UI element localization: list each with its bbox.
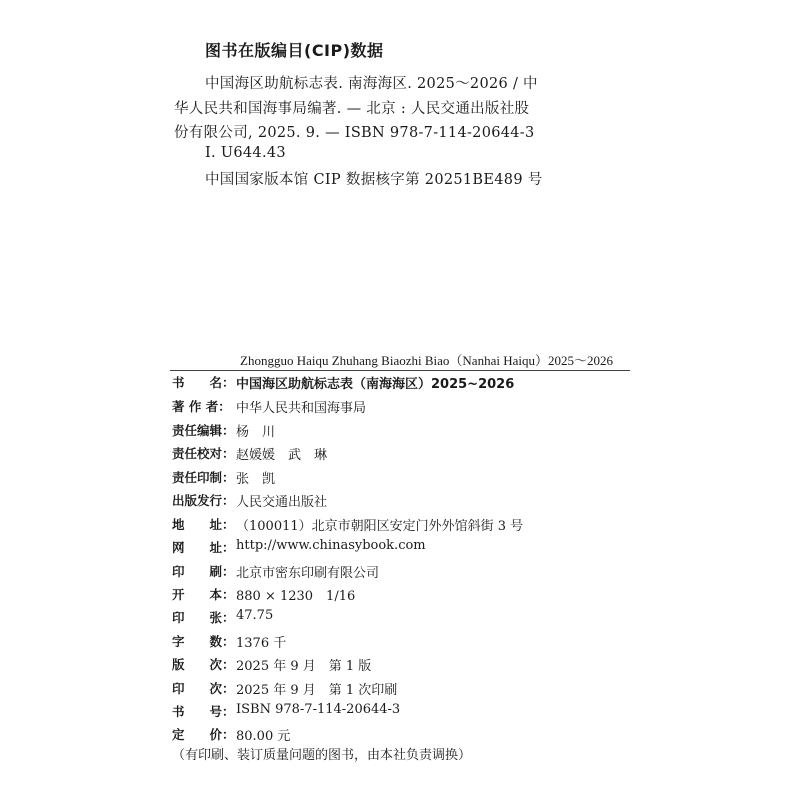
info-label: 书 名：	[172, 375, 235, 390]
info-label: 责任校对：	[172, 446, 235, 461]
info-label: 书 号：	[172, 704, 235, 719]
info-label: 版 次：	[172, 657, 235, 672]
divider	[170, 370, 630, 371]
info-value: 杨 川	[236, 425, 276, 440]
pinyin-title: Zhongguo Haiqu Zhuhang Biaozhi Biao（Nanhai Haiqu）2025～2026	[240, 353, 613, 368]
cip-record-number: 中国国家版本馆 CIP 数据核字第 20251BE489 号	[205, 172, 543, 188]
info-value: 2025 年 9 月 第 1 版	[236, 659, 372, 674]
info-value: 1376 千	[236, 636, 287, 651]
info-value: ISBN 978-7-114-20644-3	[236, 702, 401, 717]
cip-line: 中国海区助航标志表. 南海海区. 2025～2026 / 中	[205, 76, 538, 92]
cip-classification: Ⅰ. U644.43	[205, 145, 286, 161]
info-value: 80.00 元	[236, 729, 291, 744]
info-label: 印 张：	[172, 610, 235, 625]
info-label: 印 次：	[172, 681, 235, 696]
cip-heading: 图书在版编目(CIP)数据	[205, 41, 384, 60]
info-value: 北京市密东印刷有限公司	[236, 566, 380, 581]
info-label: 印 刷：	[172, 564, 235, 579]
info-label: 责任印制：	[172, 470, 235, 485]
footer-note: （有印刷、装订质量问题的图书，由本社负责调换）	[172, 748, 472, 763]
info-label: 字 数：	[172, 634, 235, 649]
info-label: 著 作 者：	[172, 399, 231, 414]
info-label: 地 址：	[172, 517, 235, 532]
info-label: 责任编辑：	[172, 423, 235, 438]
info-label: 开 本：	[172, 587, 235, 602]
info-value: 47.75	[236, 608, 274, 623]
info-value: 赵媛媛 武 琳	[236, 448, 328, 463]
cip-line: 华人民共和国海事局编著. — 北京 : 人民交通出版社股	[174, 101, 530, 117]
info-value: （100011）北京市朝阳区安定门外外馆斜街 3 号	[236, 519, 524, 534]
info-value: 张 凯	[236, 472, 276, 487]
info-value: 人民交通出版社	[236, 495, 328, 510]
info-value: http://www.chinasybook.com	[236, 538, 426, 553]
info-label: 网 址：	[172, 540, 235, 555]
info-label: 定 价：	[172, 727, 235, 742]
cip-line: 份有限公司, 2025. 9. — ISBN 978-7-114-20644-3	[174, 125, 535, 141]
info-value: 中国海区助航标志表（南海海区）2025~2026	[236, 377, 515, 392]
info-label: 出版发行：	[172, 493, 235, 508]
info-value: 880 × 1230 1/16	[236, 589, 356, 604]
info-value: 2025 年 9 月 第 1 次印刷	[236, 683, 398, 698]
info-value: 中华人民共和国海事局	[236, 401, 367, 416]
